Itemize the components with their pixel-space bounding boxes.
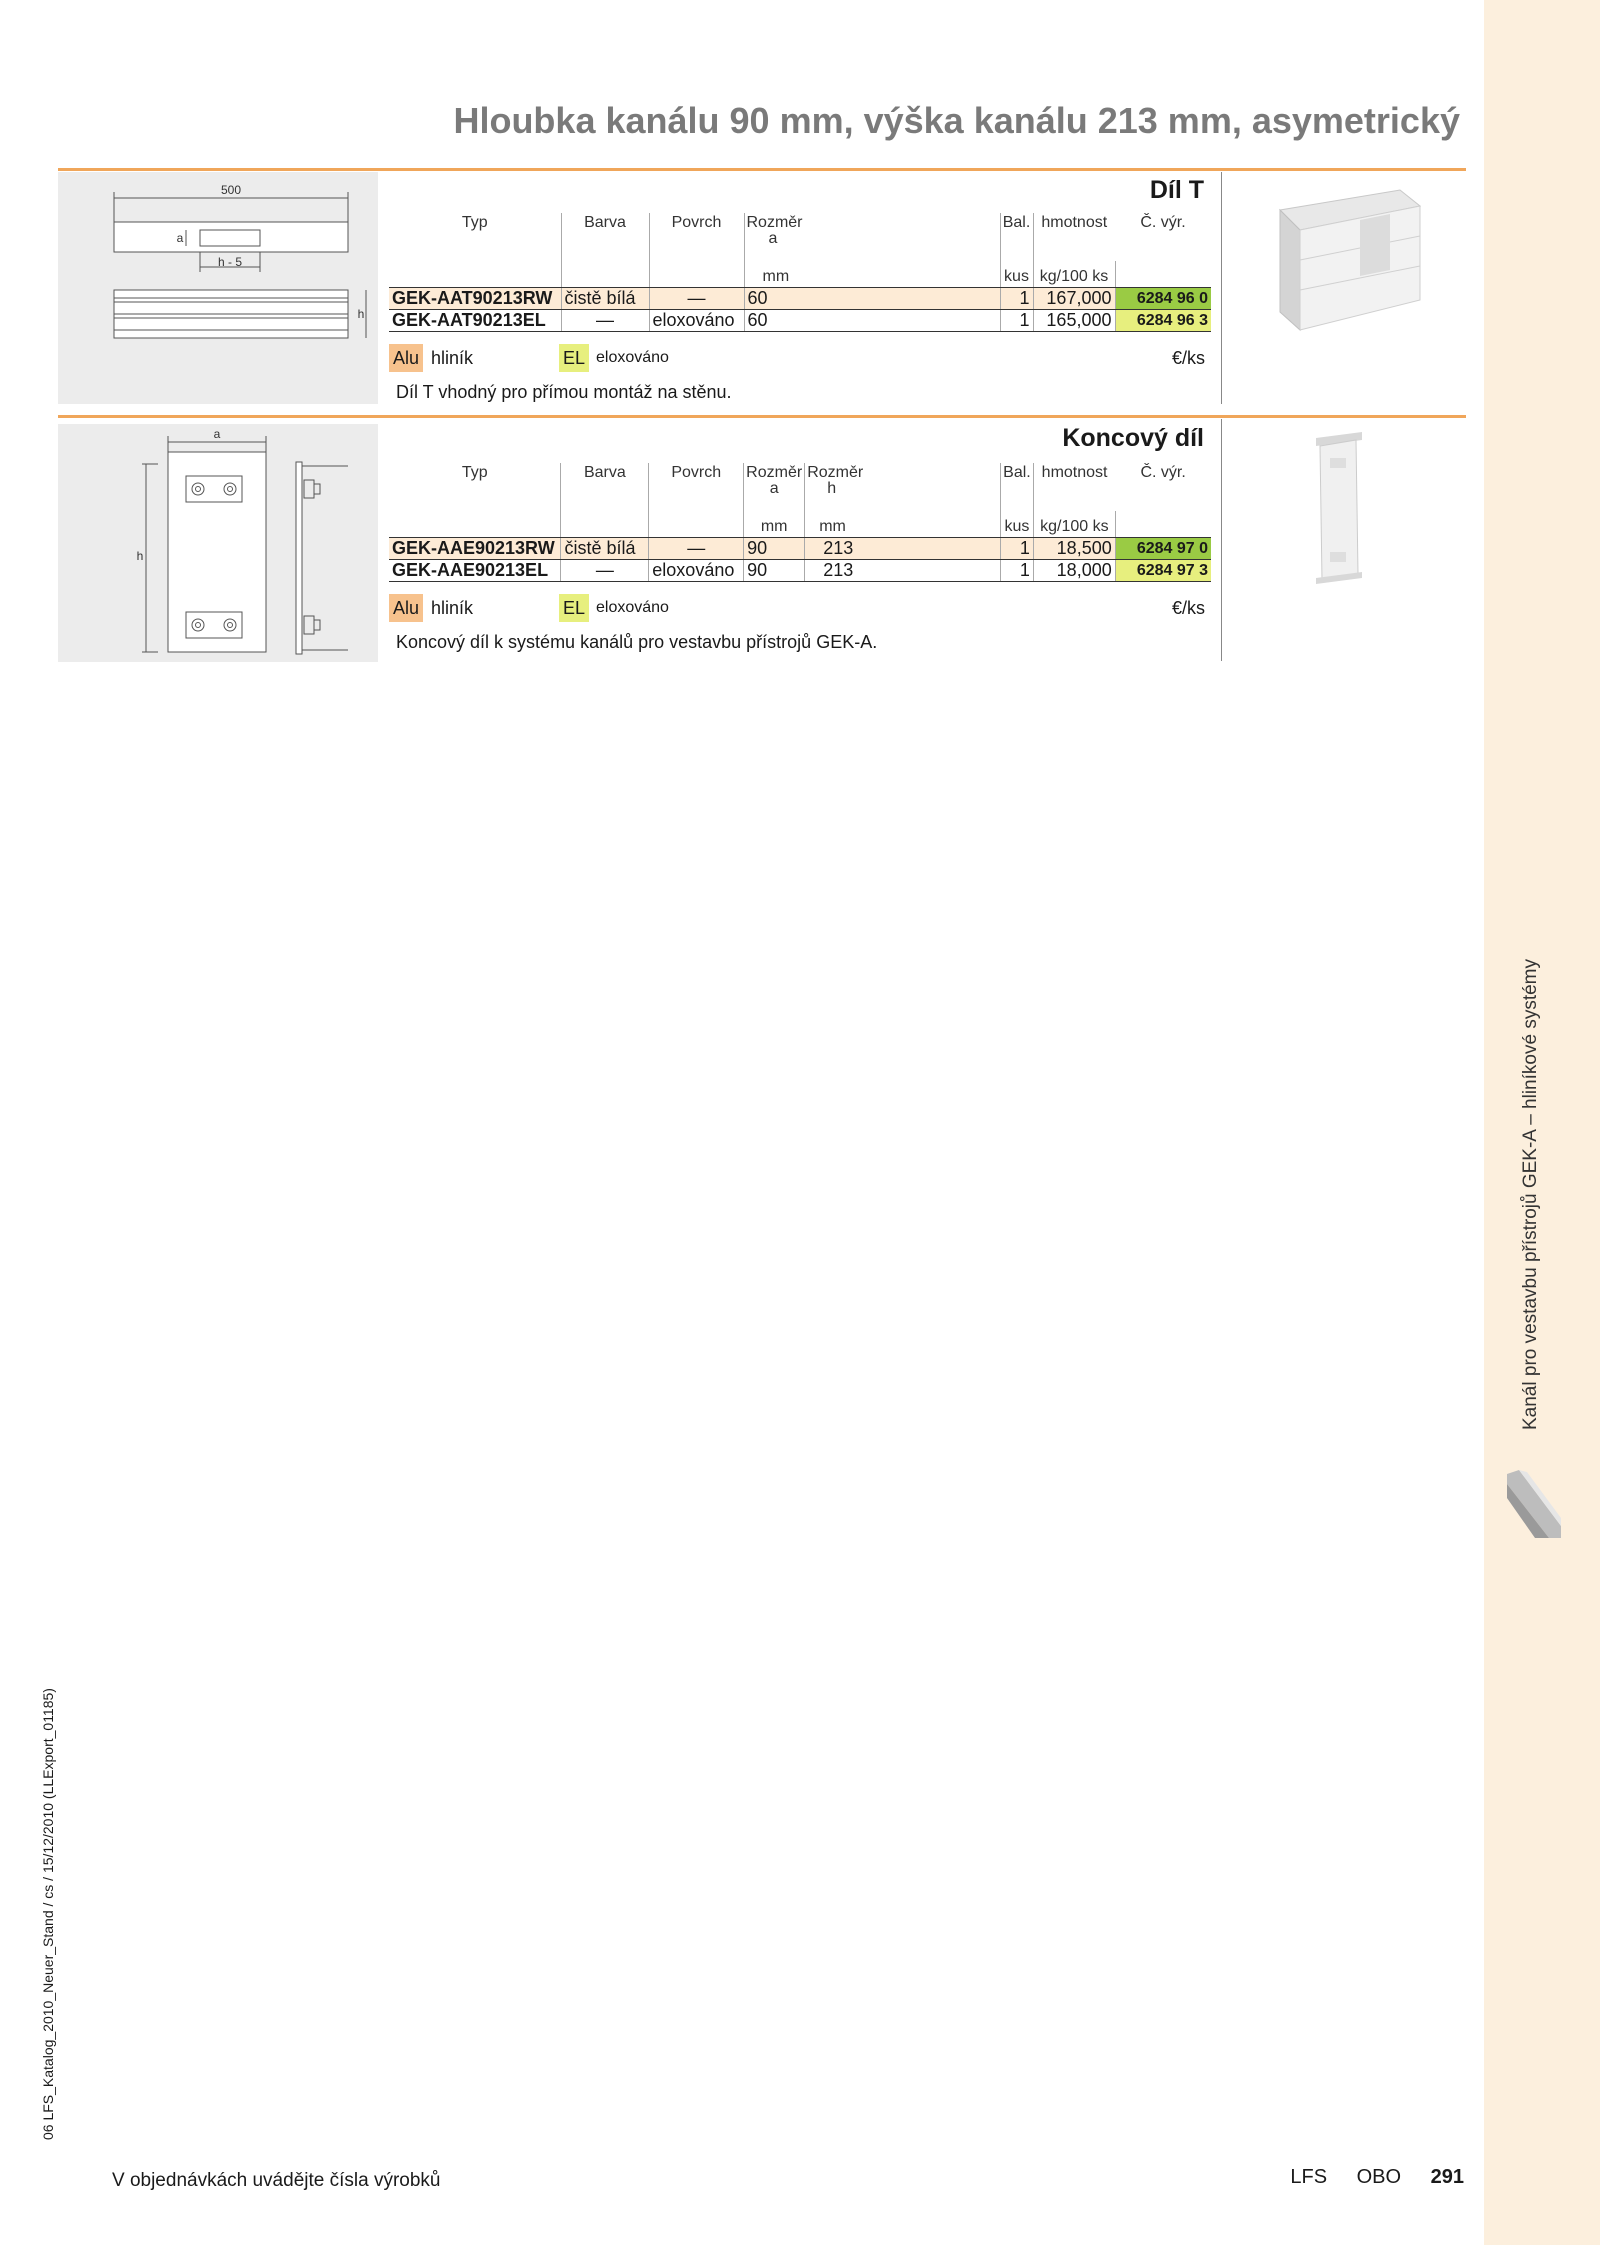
cell-povrch: — <box>649 288 744 310</box>
legend-el-badge: EL <box>559 344 589 372</box>
cell-povrch: — <box>649 538 744 560</box>
legend-price-unit: €/ks <box>1171 598 1205 618</box>
legend-alu-badge: Alu <box>389 594 423 622</box>
cell-typ: GEK-AAE90213EL <box>389 560 561 582</box>
cell-povrch: eloxováno <box>649 310 744 332</box>
cell-typ: GEK-AAT90213EL <box>389 310 561 332</box>
table-row <box>389 538 1211 560</box>
legend-el-text: eloxováno <box>596 349 669 366</box>
header-cvyr: Č. výr. <box>1140 214 1186 231</box>
cell-rozmer-h: 213 <box>805 560 1001 582</box>
cell-hmotnost: 167,000 <box>1033 288 1115 310</box>
sidebar <box>1484 0 1600 2245</box>
legend-t-piece <box>389 344 1211 374</box>
cell-code: 6284 97 3 <box>1115 560 1211 582</box>
section-vertical-rule <box>1221 419 1222 661</box>
legend-price-unit: €/ks <box>1171 348 1205 368</box>
table-row <box>389 560 1211 582</box>
cell-barva: — <box>561 560 649 582</box>
unit-rozmer-h: mm <box>805 511 1001 538</box>
legend-el-badge: EL <box>559 594 589 622</box>
cell-bal: 1 <box>1000 560 1033 582</box>
header-barva: Barva <box>561 213 649 261</box>
header-rozmer-a <box>744 213 1000 261</box>
unit-rozmer-a: mm <box>744 511 805 538</box>
cell-code: 6284 97 0 <box>1115 538 1211 560</box>
cell-rozmer-a: 60 <box>744 288 1000 310</box>
section-title-t-piece: Díl T <box>1149 176 1204 204</box>
cell-typ: GEK-AAT90213RW <box>389 288 561 310</box>
header-povrch: Povrch <box>649 463 744 511</box>
header-hmotnost: hmotnost <box>1033 213 1115 261</box>
section-divider <box>58 415 1466 418</box>
cell-code: 6284 96 3 <box>1115 310 1211 332</box>
header-typ: Typ <box>461 214 488 231</box>
header-hmotnost: hmotnost <box>1033 463 1115 511</box>
legend-alu-text: hliník <box>431 348 474 368</box>
section-vertical-rule <box>1221 172 1222 404</box>
footer-brands <box>1266 2166 1464 2189</box>
cell-povrch: eloxováno <box>649 560 744 582</box>
footer-brand-lfs: LFS <box>1290 2166 1328 2188</box>
spec-table-t-piece <box>389 213 1211 332</box>
cell-typ: GEK-AAE90213RW <box>389 538 561 560</box>
header-rozmer-h-sub: h <box>827 480 837 497</box>
description-end-piece: Koncový díl k systému kanálů pro vestavbu přístrojů GEK-A. <box>396 632 878 652</box>
cell-barva: čistě bílá <box>561 538 649 560</box>
header-rozmer-a-label: Rozměr <box>746 464 803 481</box>
cell-hmotnost: 18,500 <box>1033 538 1115 560</box>
spec-table-end-piece <box>389 463 1211 582</box>
product-image-end-piece <box>1250 428 1430 588</box>
dim-length-label: 500 <box>220 183 242 197</box>
header-typ: Typ <box>461 464 488 481</box>
dim-a-label: a <box>176 231 184 245</box>
technical-drawing-t-piece <box>58 172 378 404</box>
cell-bal: 1 <box>1000 538 1033 560</box>
legend-alu-text: hliník <box>431 598 474 618</box>
unit-hmotnost: kg/100 ks <box>1033 261 1115 288</box>
header-rozmer-h-label: Rozměr <box>807 464 864 481</box>
legend-alu-badge: Alu <box>389 344 423 372</box>
legend-end-piece <box>389 594 1211 624</box>
unit-rozmer-a: mm <box>744 261 1000 288</box>
cell-rozmer-h: 213 <box>805 538 1001 560</box>
unit-bal: kus <box>1000 511 1033 538</box>
unit-bal: kus <box>1000 261 1033 288</box>
section-divider <box>58 168 1466 171</box>
cell-rozmer-a: 90 <box>744 560 805 582</box>
footer-brand-obo: OBO <box>1356 2166 1402 2188</box>
dim-a-label: a <box>213 427 221 441</box>
header-rozmer-a-label: Rozměr <box>746 214 803 231</box>
header-povrch: Povrch <box>649 213 744 261</box>
header-rozmer-a <box>744 463 805 511</box>
cell-bal: 1 <box>1000 310 1033 332</box>
header-barva: Barva <box>561 463 649 511</box>
legend-el-text: eloxováno <box>596 599 669 616</box>
table-row <box>389 288 1211 310</box>
header-rozmer-h <box>805 463 1001 511</box>
cell-bal: 1 <box>1000 288 1033 310</box>
cell-hmotnost: 18,000 <box>1033 560 1115 582</box>
cell-code: 6284 96 0 <box>1115 288 1211 310</box>
document-reference: 06 LFS_Katalog_2010_Neuer_Stand / cs / 15/12/2010 (LLExport_01185) <box>40 1688 56 2140</box>
dim-h-label: h <box>357 307 365 321</box>
table-row <box>389 310 1211 332</box>
header-cvyr: Č. výr. <box>1140 464 1186 481</box>
cell-barva: — <box>561 310 649 332</box>
header-rozmer-a-sub: a <box>768 230 778 247</box>
dim-h-label: h <box>136 549 144 563</box>
product-image-t-piece <box>1250 180 1430 340</box>
section-title-end-piece: Koncový díl <box>1062 424 1204 452</box>
unit-hmotnost: kg/100 ks <box>1033 511 1115 538</box>
channel-thumbnail-icon <box>1505 1468 1563 1540</box>
dim-h5-label: h - 5 <box>217 255 243 269</box>
header-bal: Bal. <box>1000 463 1033 511</box>
cell-barva: čistě bílá <box>561 288 649 310</box>
cell-rozmer-a: 60 <box>744 310 1000 332</box>
page-number: 291 <box>1430 2166 1464 2188</box>
header-bal: Bal. <box>1000 213 1033 261</box>
technical-drawing-end-piece <box>58 424 378 662</box>
page-title: Hloubka kanálu 90 mm, výška kanálu 213 mm, asymetrický <box>453 100 1460 141</box>
cell-rozmer-a: 90 <box>744 538 805 560</box>
side-label: Kanál pro vestavbu přístrojů GEK-A – hliníkové systémy <box>1520 959 1541 1430</box>
cell-hmotnost: 165,000 <box>1033 310 1115 332</box>
footer-note: V objednávkách uvádějte čísla výrobků <box>112 2170 441 2191</box>
header-rozmer-a-sub: a <box>769 480 779 497</box>
description-t-piece: Díl T vhodný pro přímou montáž na stěnu. <box>396 382 732 402</box>
